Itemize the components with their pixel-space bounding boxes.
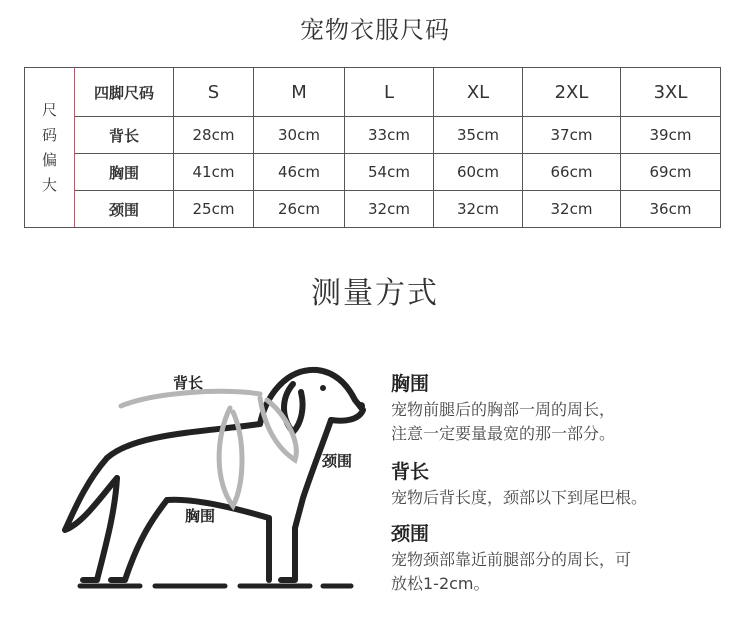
row-label: 颈围 xyxy=(75,191,174,228)
table-header-row xyxy=(25,68,721,117)
table-cell: 36cm xyxy=(621,191,721,228)
table-cell: 32cm xyxy=(345,191,434,228)
table-cell: 66cm xyxy=(523,154,621,191)
table-row xyxy=(25,117,721,154)
dog-label-chest: 胸围 xyxy=(185,507,216,525)
chest-tape xyxy=(219,408,242,506)
table-cell: 32cm xyxy=(434,191,523,228)
table-cell: 46cm xyxy=(254,154,345,191)
measure-title: 测量方式 xyxy=(311,276,439,311)
table-cell: 26cm xyxy=(254,191,345,228)
size-header: S xyxy=(174,68,254,117)
size-note: 尺 码 偏 大 xyxy=(25,68,75,228)
nose-icon xyxy=(357,402,365,410)
row-label: 背长 xyxy=(75,117,174,154)
table-corner-label: 四脚尺码 xyxy=(75,68,174,117)
row-label: 胸围 xyxy=(75,154,174,191)
info-block-back xyxy=(391,460,741,510)
info-text: 宠物颈部靠近前腿部分的周长，可 放松1-2cm。 xyxy=(391,550,632,593)
page-title: 宠物衣服尺码 xyxy=(300,16,450,44)
table-cell: 33cm xyxy=(345,117,434,154)
table-cell: 28cm xyxy=(174,117,254,154)
dog-label-neck: 颈围 xyxy=(322,452,353,470)
info-title: 背长 xyxy=(391,461,430,483)
table-cell: 32cm xyxy=(523,191,621,228)
size-header: XL xyxy=(434,68,523,117)
table-row xyxy=(25,154,721,191)
table-cell: 30cm xyxy=(254,117,345,154)
info-block-neck xyxy=(391,522,741,596)
table-cell: 69cm xyxy=(621,154,721,191)
size-chart-table xyxy=(24,67,721,228)
dog-illustration xyxy=(55,348,375,598)
size-header: 3XL xyxy=(621,68,721,117)
back-tape xyxy=(121,391,260,406)
table-row xyxy=(25,191,721,228)
info-title: 胸围 xyxy=(391,373,430,395)
info-title: 颈围 xyxy=(391,523,430,545)
info-text: 宠物前腿后的胸部一周的周长， 注意一定要量最宽的那一部分。 xyxy=(391,400,616,443)
info-text: 宠物后背长度，颈部以下到尾巴根。 xyxy=(391,488,648,507)
size-header: M xyxy=(254,68,345,117)
table-cell: 25cm xyxy=(174,191,254,228)
info-block-chest xyxy=(391,372,741,446)
measuring-tapes xyxy=(121,391,296,506)
table-cell: 37cm xyxy=(523,117,621,154)
dog-label-back: 背长 xyxy=(173,374,204,392)
table-cell: 35cm xyxy=(434,117,523,154)
table-cell: 60cm xyxy=(434,154,523,191)
table-cell: 41cm xyxy=(174,154,254,191)
table-cell: 39cm xyxy=(621,117,721,154)
size-header: L xyxy=(345,68,434,117)
eye-icon xyxy=(320,385,326,391)
size-header: 2XL xyxy=(523,68,621,117)
dog-outline xyxy=(65,370,363,580)
table-cell: 54cm xyxy=(345,154,434,191)
